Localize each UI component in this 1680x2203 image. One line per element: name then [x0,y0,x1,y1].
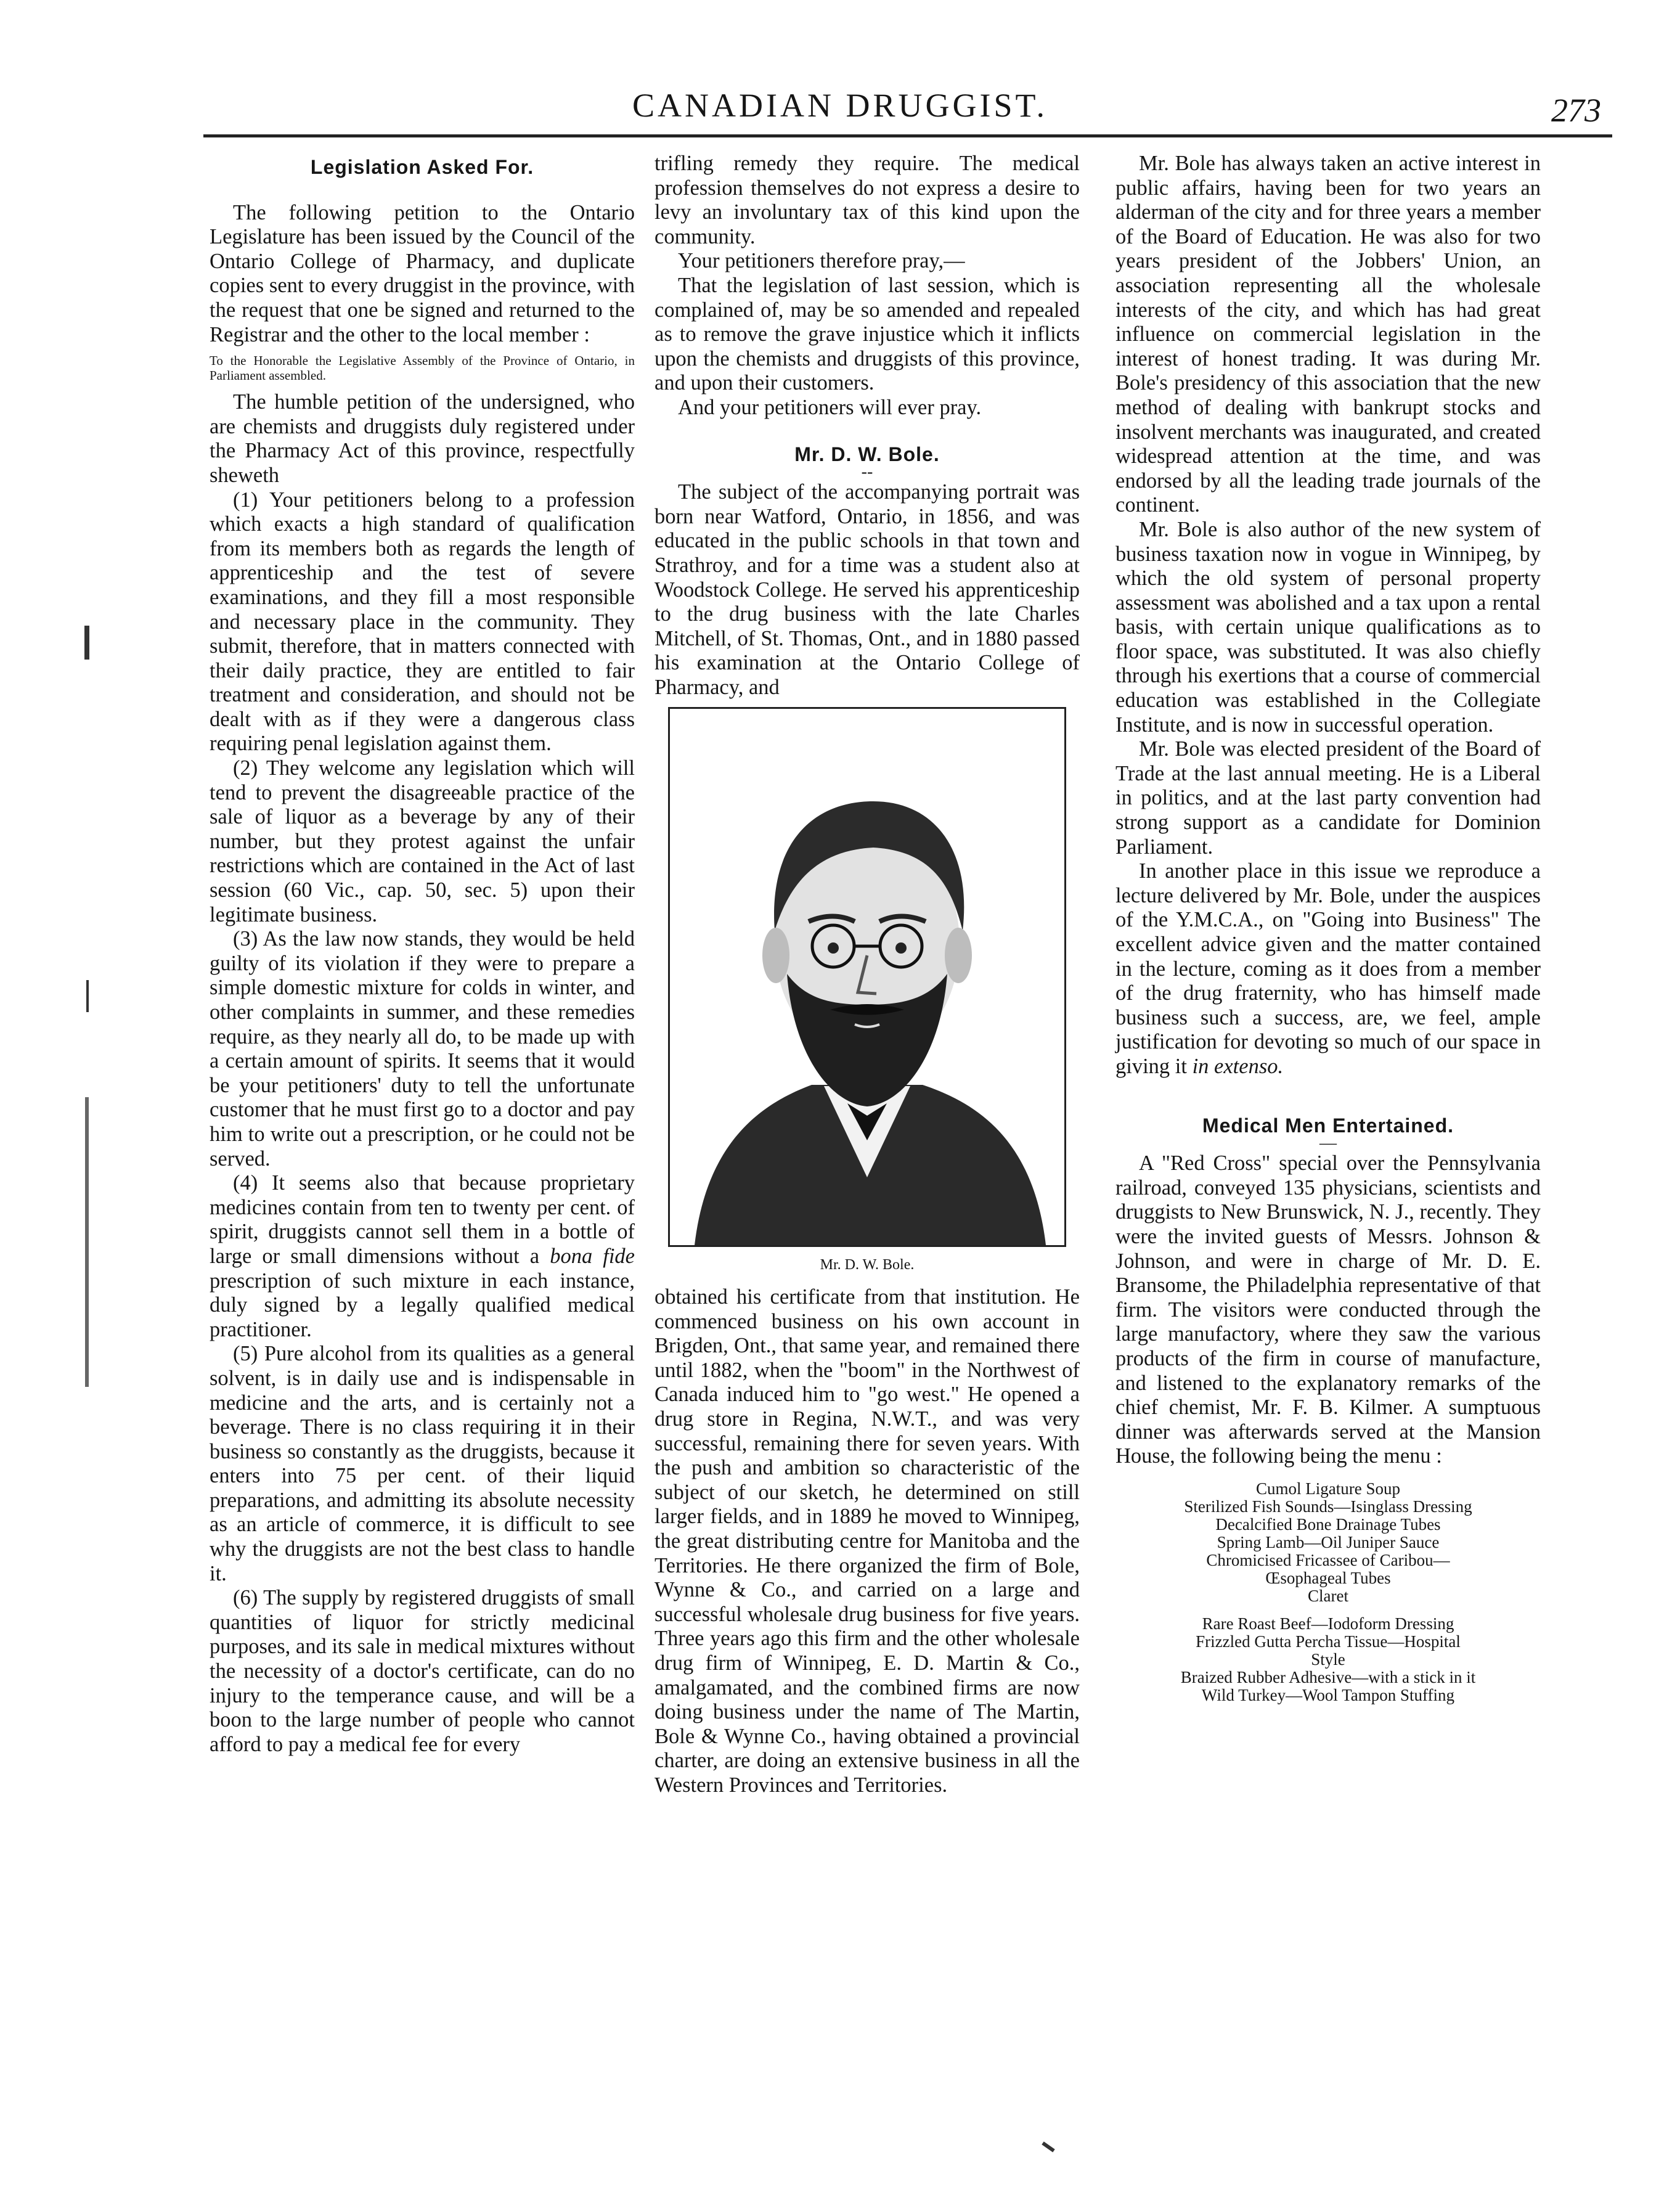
bole-bio-career: obtained his certificate from that institution. He commenced business on his own account in Brigden, Ont., that same year, and remained there until 1882, when the "boom" in the Northwest of Canada induced him to "go west." He opened a drug store in Regina, N.W.T., and was very successful, remaining there for seven years. With the push and ambition so characteristic of the subject of our sketch, he determined on still larger fields, and in 1889 he moved to Winnipeg, the great distributing centre for Manitoba and the Territories. He there organized the firm of Bole, Wynne & Co., and carried on a large and successful wholesale drug business for five years. Three years ago this firm and the other wholesale drug firm of Winnipeg, E. D. Martin & Co., amalgamated, and the combined firms are now doing business under the name of The Martin, Bole & Wynne Co., having obtained a provincial charter, are doing an extensive business in all the Western Provinces and Territories. [654,1285,1080,1797]
menu-item: Sterilized Fish Sounds—Isinglass Dressing [1184,1497,1472,1516]
menu-item: Claret [1308,1586,1348,1605]
bole-board-of-trade: Mr. Bole was elected president of the Board of Trade at the last annual meeting. He is a Liberal in politics, and at the last party convention had strong support as a candidate for Dominion Parliament. [1115,737,1541,859]
column-3: Mr. Bole has always taken an active interest in public affairs, having been for two years an alderman of the city and for three years a member of the Board of Education. He was also for two years president of the Jobbers' Union, an association representing all the wholesale interests of the city, and which has had great influence on commercial legislation in the interest of honest trading. It was during Mr. Bole's presidency of this association that the new method of dealing with bankrupt stocks and insolvent merchants was inaugurated, and created widespread attention at the time, and was endorsed by all the leading trade journals of the continent. Mr. Bole is also author of the new system of business taxation now in vogue in Winnipeg, by which the old system of personal property assessment was abolished and a tax upon a rental basis, with certain unique qualifications as to floor space, was substituted. It was also chiefly through his exertions that a course of commercial education was established in the Collegiate Institute, and is now in successful operation. Mr. Bole was elected president of the Board of Trade at the last annual meeting. He is a Liberal in politics, and at the last party convention had strong support as a candidate for Dominion Parliament. In another place in this issue we reproduce a lecture delivered by Mr. Bole, under the auspices of the Y.M.C.A., on "Going into Business" The excellent advice given and the matter contained in the lecture, coming as it does from a member of the drug fraternity, who has himself made business such a success, are, we feel, ample justification for devoting so much of our space in giving it in extenso. Medical Men Entertained. — A "Red Cross" special over the Pennsylvania railroad, conveyed 135 physicians, scientists and druggists to New Brunswick, N. J., recently. They were the invited guests of Messrs. Johnson & Johnson, and were in charge of Mr. D. E. Bransome, the Philadelphia representative of that firm. The visitors were conducted through the large manufactory, where they saw the various products of the firm in course of manufacture, and listened to the explanatory remarks of the chief chemist, Mr. F. B. Kilmer. A sumptuous dinner was afterwards served at the Mansion House, the following being the menu : Cumol Ligature Soup Sterilized Fish Sounds—Isinglass Dressing Decalcified Bone Drainage Tubes Spring Lamb—Oil Juniper Sauce Chromicised Fricassee of Caribou— Œsophageal Tubes Claret Rare Roast Beef—Iodoform Dressing Frizzled Gutta Percha Tissue—Hospital Style Braized Rubber Adhesive—with a stick in it Wild Turkey—Wool Tampon Stuffing [1115,152,1541,1704]
bole-public-affairs: Mr. Bole has always taken an active interest in public affairs, having been for two years an alderman of the city and for three years a member of the Board of Education. He was also for two years president of the Jobbers' Union, an association representing all the wholesale interests of the city, and which has had great influence on commercial legislation in the interest of honest trading. It was during Mr. Bole's presidency of this association that the new method of dealing with bankrupt stocks and insolvent merchants was inaugurated, and created widespread attention at the time, and was endorsed by all the leading trade journals of the continent. [1115,152,1541,517]
bole-lecture-note: In another place in this issue we reproduce a lecture delivered by Mr. Bole, under the auspices of the Y.M.C.A., on "Going into Business" The excellent advice given and the matter contained in the lecture, coming as it does from a member of the drug fraternity, who has himself made business such a success, are, we feel, ample justification for devoting so much of our space in giving it in extenso. [1115,859,1541,1078]
menu-item: Decalcified Bone Drainage Tubes [1215,1514,1441,1534]
petition-continued: trifling remedy they require. The medical profession themselves do not express a desire to levy an involuntary tax of this kind upon the community. [654,152,1080,248]
petition-point-3: (3) As the law now stands, they would be held guilty of its violation if they were to prepare a simple domestic mixture for colds in winter, and other complaints in summer, and these remedies require, as they nearly all do, to be made up with a certain amount of spirits. It seems that it would be your petitioners' duty to tell the unfortunate customer that he must first go to a doctor and pay him to write out a prescription, or he could not be served. [210,927,635,1171]
petition-pray: Your petitioners therefore pray,— [678,249,965,273]
petition-address: To the Honorable the Legislative Assembly of the Province of Ontario, in Parliament assembled. [210,353,635,383]
page-header-title: CANADIAN DRUGGIST. [632,87,1048,124]
petition-point-1: (1) Your petitioners belong to a profession which exacts a high standard of qualification from its members both as regards the length of apprenticeship and the test of severe examinations, and they fill a most responsible and necessary place in the community. They submit, therefore, that in matters connected with their daily practice, they are entitled to fair treatment and consideration, and should not be dealt with as if they were a dangerous class requiring penal legislation against them. [210,488,635,756]
menu-item: Rare Roast Beef—Iodoform Dressing [1202,1614,1454,1633]
bole-bio-intro: The subject of the accompanying portrait was born near Watford, Ontario, in 1856, and was educated in the public schools in that town and Strathroy, and for a time was a student also at Woodstock College. He served his apprenticeship to the drug business with the late Charles Mitchell, of St. Thomas, Ont., and in 1880 passed his examination at the Ontario College of Pharmacy, and [654,480,1080,699]
petition-point-4: (4) It seems also that because proprietary medicines contain from ten to twenty per cent. of spirit, druggists cannot sell them in a bottle of large or small dimensions without a bona fide prescription of such mixture in each instance, duly signed by a legally qualified medical practitioner. [210,1171,635,1341]
column-2: trifling remedy they require. The medical profession themselves do not express a desire to levy an involuntary tax of this kind upon the community. Your petitioners therefore pray,— That the legislation of last session, which is complained of, may be so amended and repealed as to remove the grave injustice which it inflicts upon the chemists and druggists of this province, and upon their customers. And your petitioners will ever pray. Mr. D. W. Bole. -- The subject of the accompanying portrait was born near Watford, Ontario, in 1856, and was educated in the public schools in that town and Strathroy, and for a time was a student also at Woodstock College. He served his apprenticeship to the drug business with the late Charles Mitchell, of St. Thomas, Ont., and in 1880 passed his examination at the Ontario College of Pharmacy, and Mr. D. W. Bole. obtained his certificate from that institution. He commenced business on his own account in Brigden, Ont., that same year, and remained there until 1882, when the "boom" in the Northwest of Canada induced him to "go west." He opened a drug store in Regina, N.W.T., and was very successful, remaining there for seven years. With the push and ambition so characteristic of the subject of our sketch, he determined on still larger fields, and in 1889 he moved to Winnipeg, the great distributing centre for Manitoba and the Territories. He there organized the firm of Bole, Wynne & Co., and carried on a large and successful wholesale drug business for five years. Three years ago this firm and the other wholesale drug firm of Winnipeg, E. D. Martin & Co., amalgamated, and the combined firms are now doing business under the name of The Martin, Bole & Wynne Co., having obtained a provincial charter, are doing an extensive business in all the Western Provinces and Territories. [654,152,1080,1797]
menu-item: Chromicised Fricassee of Caribou— [1206,1550,1450,1569]
menu-item: Cumol Ligature Soup [1256,1479,1400,1498]
menu-item: Œsophageal Tubes [1265,1568,1391,1587]
menu-item: Frizzled Gutta Percha Tissue—Hospital [1196,1632,1461,1651]
petition-point-5: (5) Pure alcohol from its qualities as a general solvent, is in daily use and is indispensable in medicine and the arts, and is certainly not a beverage. There is no class requiring it in their business so constantly as the druggists, because it enters into 75 per cent. of their liquid preparations, and admitting its absolute necessity as an article of commerce, it is difficult to see why the druggists are not the best class to handle it. [210,1342,635,1585]
petition-intro: The following petition to the Ontario Legislature has been issued by the Council of the Ontario College of Pharmacy, and duplicate copies sent to every druggist in the province, with the request that one be signed and returned to the Registrar and the other to the local member : [210,200,635,346]
petition-humble: The humble petition of the undersigned, who are chemists and druggists duly registered under the Pharmacy Act of this province, respectfully sheweth [210,390,635,487]
scan-speck [84,626,89,660]
scan-speck [86,980,89,1012]
menu-item: Wild Turkey—Wool Tampon Stuffing [1201,1685,1455,1704]
scan-speck [1042,2141,1054,2152]
header-rule [203,134,1612,137]
medical-men-heading: Medical Men Entertained. [1202,1114,1454,1137]
column-1 [210,152,635,1757]
portrait-image [668,707,1066,1247]
bole-heading: Mr. D. W. Bole. [794,443,940,465]
menu-item: Spring Lamb—Oil Juniper Sauce [1217,1532,1440,1551]
legislation-heading: Legislation Asked For. [310,156,534,178]
menu-item: Braized Rubber Adhesive—with a stick in it [1180,1667,1476,1686]
petition-request: That the legislation of last session, which is complained of, may be so amended and repealed as to remove the grave injustice which it inflicts upon the chemists and druggists of this province, and upon their customers. [654,273,1080,395]
scan-speck [85,1097,89,1387]
portrait-caption: Mr. D. W. Bole. [820,1257,915,1273]
dinner-menu [1115,1480,1541,1704]
page-number: 273 [1551,92,1601,129]
petition-point-2: (2) They welcome any legislation which will tend to prevent the disagreeable practice of the sale of liquor as a beverage by any of their number, but they protest against the unfair restrictions which are contained in the Act of last session (60 Vic., cap. 50, sec. 5) upon their legitimate business. [210,756,635,926]
bole-taxation: Mr. Bole is also author of the new system of business taxation now in vogue in Winnipeg, by which the old system of personal property assessment was abolished and a tax upon a rental basis, with certain unique qualifications as to floor space, was substituted. It was also chiefly through his exertions that a course of commercial education was established in the Collegiate Institute, and is now in successful operation. [1115,517,1541,737]
petition-closing: And your petitioners will ever pray. [678,395,982,419]
red-cross-paragraph: A "Red Cross" special over the Pennsylvania railroad, conveyed 135 physicians, scientists and druggists to New Brunswick, N. J., recently. They were the invited guests of Messrs. Johnson & Johnson, and were in charge of Mr. D. E. Bransome, the Philadelphia representative of that firm. The visitors were conducted through the large manufactory, where they saw the various products of the firm in course of manufacture, and listened to the explanatory remarks of the chief chemist, Mr. F. B. Kilmer. A sumptuous dinner was afterwards served at the Mansion House, the following being the menu : [1115,1151,1541,1468]
portrait-engraving [670,709,1064,1245]
menu-item: Style [1311,1649,1345,1669]
petition-point-6: (6) The supply by registered druggists of small quantities of liquor for strictly medicinal purposes, and its sale in medical mixtures without the necessity of a doctor's certificate, can do no injury to the temperance cause, and will be a boon to the large number of people who cannot afford to pay a medical fee for every [210,1586,635,1756]
